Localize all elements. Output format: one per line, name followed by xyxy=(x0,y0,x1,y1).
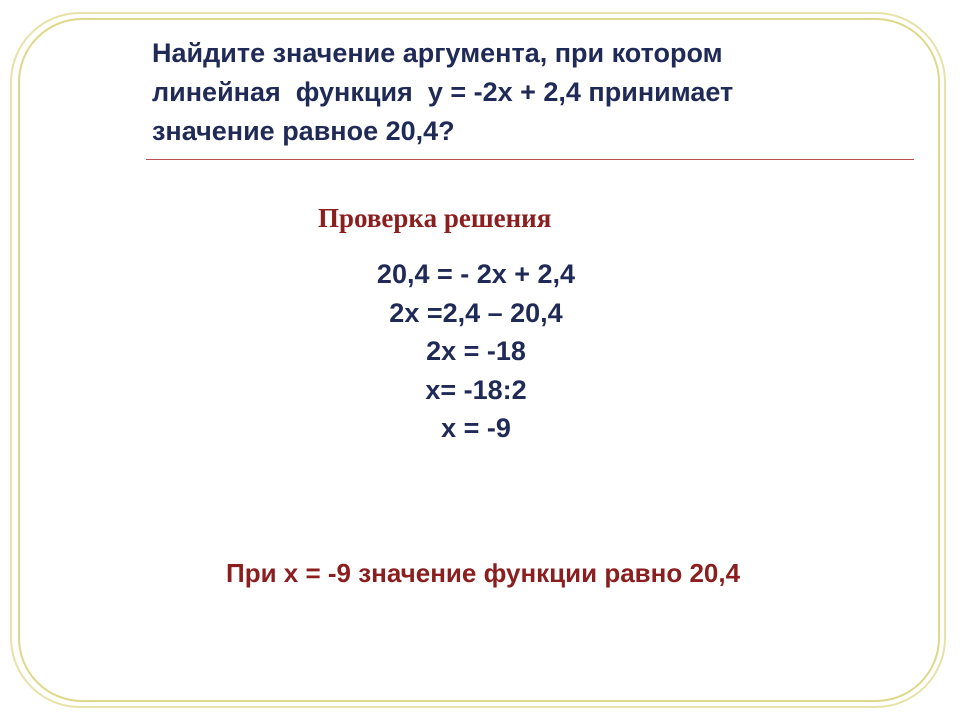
title-divider xyxy=(146,159,914,160)
solution-steps xyxy=(296,255,656,448)
conclusion-text: При x = -9 значение функции равно 20,4 xyxy=(226,558,741,588)
question-text xyxy=(152,34,912,151)
question-line-2: линейная функция y = -2x + 2,4 принимает xyxy=(152,77,734,107)
solution-step: 2x = -18 xyxy=(426,336,526,366)
solution-step: 20,4 = - 2x + 2,4 xyxy=(376,259,576,289)
check-solution-heading: Проверка решения xyxy=(318,203,552,233)
question-line-3: значение равное 20,4? xyxy=(152,116,455,146)
solution-step: 2x =2,4 – 20,4 xyxy=(389,297,563,328)
question-line-1: Найдите значение аргумента, при котором xyxy=(152,38,723,68)
solution-step: x = -9 xyxy=(441,413,511,443)
solution-step: x= -18:2 xyxy=(425,374,527,405)
